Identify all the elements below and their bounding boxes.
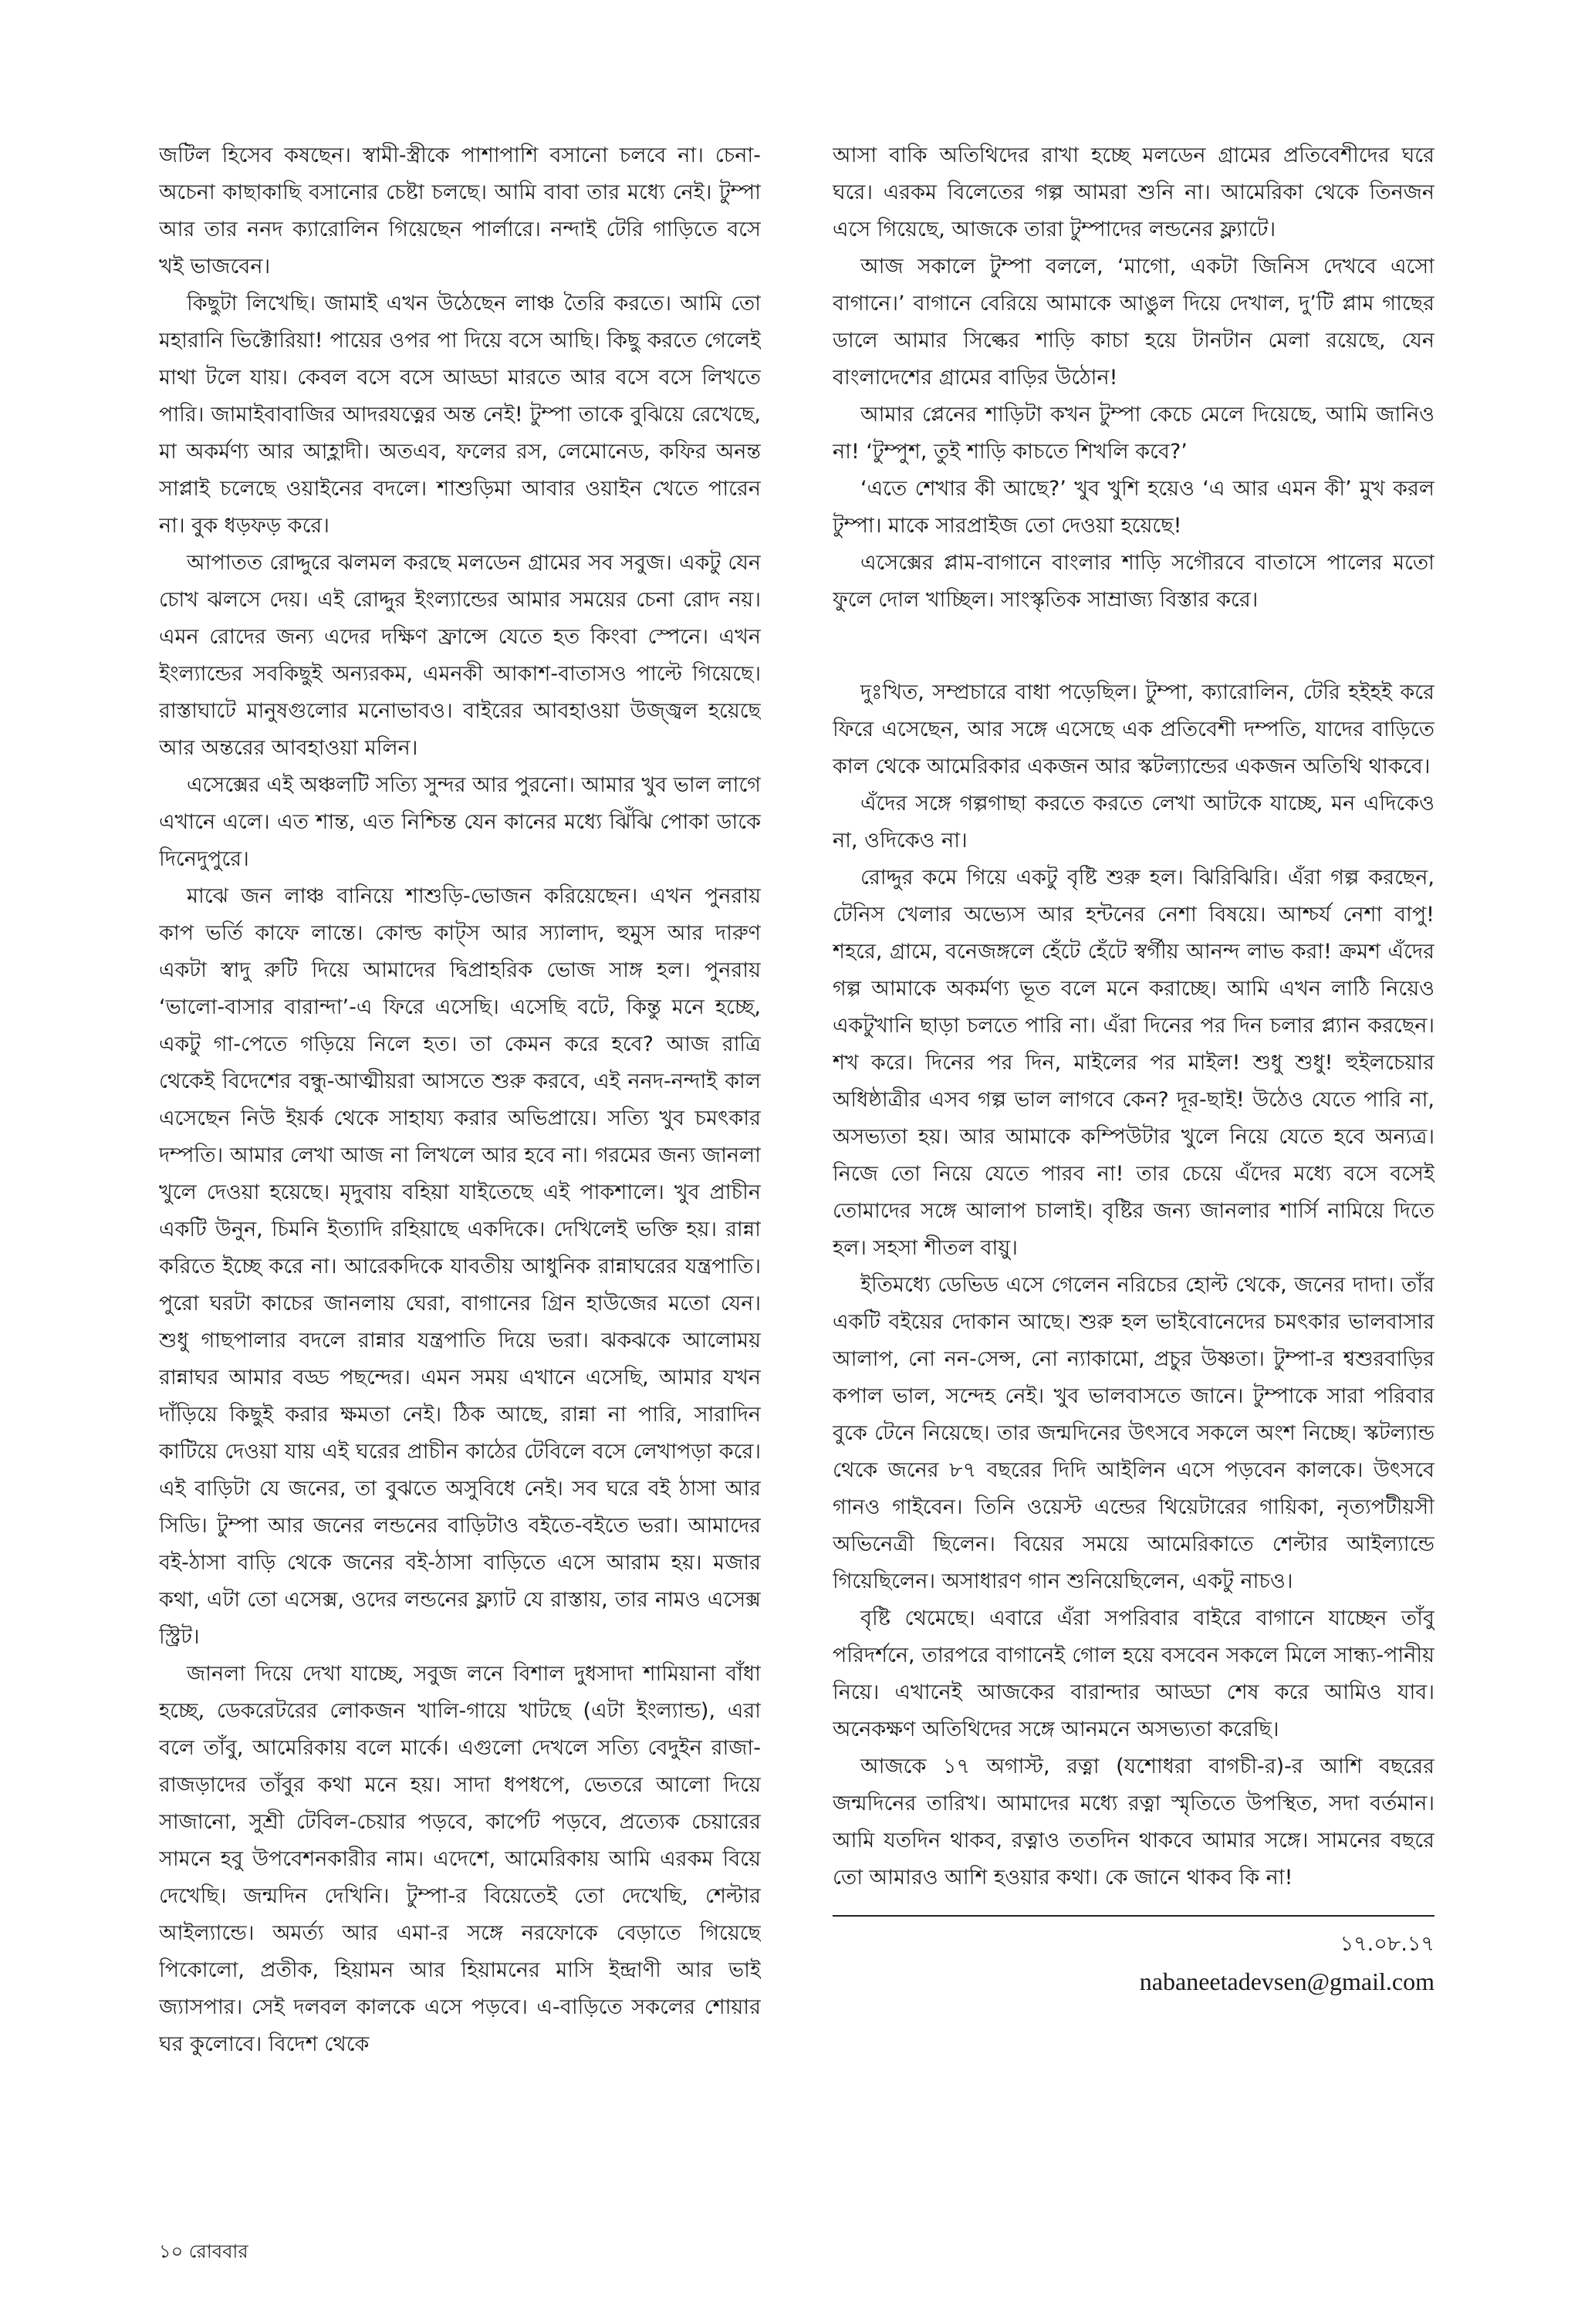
right-paragraph-1: আসা বাকি অতিথিদের রাখা হচ্ছে মলডেন গ্রামের প্রতিবেশীদের ঘরে ঘরে। এরকম বিলেতের গল্প আমরা শুনি না। আমেরিকা থেকে তিনজন এসে গিয়েছে, আজকে তারা টুম্পাদের লন্ডনের ফ্ল্যাটে। bbox=[833, 144, 1434, 242]
page-footer: ১০ রোববার bbox=[159, 2241, 248, 2262]
left-paragraph-4: এসেক্সের এই অঞ্চলটি সত্যি সুন্দর আর পুরনো। আমার খুব ভাল লাগে এখানে এলে। এত শান্ত, এত নিশ্চিন্ত যেন কানের মধ্যে ঝিঁঝি পোকা ডাকে দিনেদুপুরে। bbox=[159, 773, 761, 871]
left-paragraph-6: জানলা দিয়ে দেখা যাচ্ছে, সবুজ লনে বিশাল দুধসাদা শামিয়ানা বাঁধা হচ্ছে, ডেকরেটরের লোকজন খালি-গায়ে খাটছে (এটা ইংল্যান্ড), এরা বলে তাঁবু, আমেরিকায় বলে মার্কে। এগুলো দেখলে সত্যি বেদুইন রাজা-রাজড়াদের তাঁবুর কথা মনে হয়। সাদা ধপধপে, ভেতরে আলো দিয়ে সাজানো, সুশ্রী টেবিল-চেয়ার পড়বে, কার্পেট পড়বে, প্রত্যেক চেয়ারের সামনে হবু উপবেশনকারীর নাম। এদেশে, আমেরিকায় আমি এরকম বিয়ে দেখেছি। জন্মদিন দেখিনি। টুম্পা-র বিয়েতেই তো দেখেছি, শেল্টার আইল্যান্ডে। অমর্ত্য আর এমা-র সঙ্গে নরফোকে বেড়াতে গিয়েছে পিকোলো, প্রতীক, হিয়ামন আর হিয়ামনের মাসি ইন্দ্রাণী আর ভাই জ্যাসপার। সেই দলবল কালকে এসে পড়বে। এ-বাড়িতে সকলের শোয়ার ঘর কুলোবে। বিদেশ থেকে bbox=[159, 1662, 761, 2056]
left-paragraph-5: মাঝে জন লাঞ্চ বানিয়ে শাশুড়ি-ভোজন করিয়েছেন। এখন পুনরায় কাপ ভর্তি কাফে লান্তে। কোল্ড কাট্‌স আর স্যালাদ, হুমুস আর দারুণ একটা স্বাদু রুটি দিয়ে আমাদের দ্বিপ্রাহরিক ভোজ সাঙ্গ হল। পুনরায় ‘ভালো-বাসার বারান্দা’-এ ফিরে এসেছি। এসেছি বটে, কিন্তু মনে হচ্ছে, একটু গা-পেতে গড়িয়ে নিলে হত। তা কেমন করে হবে? আজ রাত্রি থেকেই বিদেশের বন্ধু-আত্মীয়রা আসতে শুরু করবে, এই ননদ-নন্দাই কাল এসেছেন নিউ ইয়র্ক থেকে সাহায্য করার অভিপ্রায়ে। সত্যি খুব চমৎকার দম্পতি। আমার লেখা আজ না লিখলে আর হবে না। গরমের জন্য জানলা খুলে দেওয়া হয়েছে। মৃদুবায় বহিয়া যাইতেছে এই পাকশালে। খুব প্রাচীন একটি উনুন, চিমনি ইত্যাদি রহিয়াছে একদিকে। দেখিলেই ভক্তি হয়। রান্না করিতে ইচ্ছে করে না। আরেকদিকে যাবতীয় আধুনিক রান্নাঘরের যন্ত্রপাতি। পুরো ঘরটা কাচের জানলায় ঘেরা, বাগানের গ্রিন হাউজের মতো যেন। শুধু গাছপালার বদলে রান্নার যন্ত্রপাতি দিয়ে ভরা। ঝকঝকে আলোময় রান্নাঘর আমার বড্ড পছন্দের। এমন সময় এখানে এসেছি, আমার যখন দাঁড়িয়ে কিছুই করার ক্ষমতা নেই। ঠিক আছে, রান্না না পারি, সারাদিন কাটিয়ে দেওয়া যায় এই ঘরের প্রাচীন কাঠের টেবিলে বসে লেখাপড়া করে। এই বাড়িটা যে জনের, তা বুঝতে অসুবিধে নেই। সব ঘরে বই ঠাসা আর সিডি। টুম্পা আর জনের লন্ডনের বাড়িটাও বইতে-বইতে ভরা। আমাদের বই-ঠাসা বাড়ি থেকে জনের বই-ঠাসা বাড়িতে এসে আরাম হয়। মজার কথা, এটা তো এসেক্স, ওদের লন্ডনের ফ্ল্যাট যে রাস্তায়, তার নামও এসেক্স স্ট্রিট। bbox=[159, 884, 761, 1649]
right-column bbox=[833, 137, 1434, 2205]
left-paragraph-2: কিছুটা লিখেছি। জামাই এখন উঠেছেন লাঞ্চ তৈরি করতে। আমি তো মহারানি ভিক্টোরিয়া! পায়ের ওপর পা দিয়ে বসে আছি। কিছু করতে গেলেই মাথা টলে যায়। কেবল বসে বসে আড্ডা মারতে আর বসে বসে লিখতে পারি। জামাইবাবাজির আদরযত্নের অন্ত নেই! টুম্পা তাকে বুঝিয়ে রেখেছে, মা অকর্মণ্য আর আহ্লাদী। অতএব, ফলের রস, লেমোনেড, কফির অনন্ত সাপ্লাই চলেছে ওয়াইনের বদলে। শাশুড়িমা আবার ওয়াইন খেতে পারেন না। বুক ধড়ফড় করে। bbox=[159, 292, 761, 538]
article-date: ১৭.০৮.১৭ bbox=[1340, 1932, 1434, 1956]
right-paragraph-5: এসেক্সের প্লাম-বাগানে বাংলার শাড়ি সগৌরবে বাতাসে পালের মতো ফুলে দোল খাচ্ছিল। সাংস্কৃতিক সাম্রাজ্য বিস্তার করে। bbox=[833, 551, 1434, 612]
right-paragraph-9: ইতিমধ্যে ডেভিড এসে গেলেন নরিচের হোল্ট থেকে, জনের দাদা। তাঁর একটি বইয়ের দোকান আছে। শুরু হল ভাইবোনেদের চমৎকার ভালবাসার আলাপ, নো নন-সেন্স, নো ন্যাকামো, প্রচুর উষ্ণতা। টুম্পা-র শ্বশুরবাড়ির কপাল ভাল, সন্দেহ নেই। খুব ভালবাসতে জানে। টুম্পাকে সারা পরিবার বুকে টেনে নিয়েছে। তার জন্মদিনের উৎসবে সকলে অংশ নিচ্ছে। স্কটল্যান্ড থেকে জনের ৮৭ বছরের দিদি আইলিন এসে পড়বেন কালকে। উৎসবে গানও গাইবেন। তিনি ওয়েস্ট এন্ডের থিয়েটারের গায়িকা, নৃত্যপটীয়সী অভিনেত্রী ছিলেন। বিয়ের সময়ে আমেরিকাতে শেল্টার আইল্যান্ডে গিয়েছিলেন। অসাধারণ গান শুনিয়েছিলেন, একটু নাচও। bbox=[833, 1273, 1434, 1593]
right-paragraph-10: বৃষ্টি থেমেছে। এবারে এঁরা সপরিবার বাইরে বাগানে যাচ্ছেন তাঁবু পরিদর্শনে, তারপরে বাগানেই গোল হয়ে বসবেন সকলে মিলে সান্ধ্য-পানীয় নিয়ে। এখানেই আজকের বারান্দার আড্ডা শেষ করে আমিও যাব। অনেকক্ষণ অতিথিদের সঙ্গে আনমনে অসভ্যতা করেছি। bbox=[833, 1606, 1434, 1741]
left-paragraph-1: জটিল হিসেব কষছেন। স্বামী-স্ত্রীকে পাশাপাশি বসানো চলবে না। চেনা-অচেনা কাছাকাছি বসানোর চেষ্টা চলছে। আমি বাবা তার মধ্যে নেই। টুম্পা আর তার ননদ ক্যারোলিন গিয়েছেন পার্লারে। নন্দাই টেরি গাড়িতে বসে খই ভাজবেন। bbox=[159, 144, 761, 279]
right-paragraph-8: রোদ্দুর কমে গিয়ে একটু বৃষ্টি শুরু হল। ঝিরিঝিরি। এঁরা গল্প করছেন, টেনিস খেলার অভ্যেস আর হন্টনের নেশা বিষয়ে। আশ্চর্য নেশা বাপু! শহরে, গ্রামে, বনেজঙ্গলে হেঁটে হেঁটে স্বর্গীয় আনন্দ লাভ করা! ক্রমশ এঁদের গল্প আমাকে অকর্মণ্য ভূত বলে মনে করাচ্ছে। আমি এখন লাঠি নিয়েও একটুখানি ছাড়া চলতে পারি না। এঁরা দিনের পর দিন চলার প্ল্যান করছেন। শখ করে। দিনের পর দিন, মাইলের পর মাইল! শুধু শুধু! হুইলচেয়ার অধিষ্ঠাত্রীর এসব গল্প ভাল লাগবে কেন? দূর-ছাই! উঠেও যেতে পারি না, অসভ্যতা হয়। আর আমাকে কম্পিউটার খুলে নিয়ে যেতে হবে অন্যত্র। নিজে তো নিয়ে যেতে পারব না! তার চেয়ে এঁদের মধ্যে বসে বসেই তোমাদের সঙ্গে আলাপ চালাই। বৃষ্টির জন্য জানলার শার্সি নামিয়ে দিতে হল। সহসা শীতল বায়ু। bbox=[833, 866, 1434, 1260]
right-paragraph-2: আজ সকালে টুম্পা বললে, ‘মাগো, একটা জিনিস দেখবে এসো বাগানে।’ বাগানে বেরিয়ে আমাকে আঙুল দিয়ে দেখাল, দু’টি প্লাম গাছের ডালে আমার সিল্কের শাড়ি কাচা হয়ে টানটান মেলা রয়েছে, যেন বাংলাদেশের গ্রামের বাড়ির উঠোন! bbox=[833, 255, 1434, 390]
right-paragraph-11: আজকে ১৭ অগাস্ট, রত্না (যশোধরা বাগচী-র)-র আশি বছরের জন্মদিনের তারিখ। আমাদের মধ্যে রত্না স্মৃতিতে উপস্থিত, সদা বর্তমান। আমি যতদিন থাকব, রত্নাও ততদিন থাকবে আমার সঙ্গে। সামনের বছরে তো আমারও আশি হওয়ার কথা। কে জানে থাকব কি না! bbox=[833, 1755, 1434, 1890]
right-paragraph-4: ‘এতে শেখার কী আছে?’ খুব খুশি হয়েও ‘এ আর এমন কী’ মুখ করল টুম্পা। মাকে সারপ্রাইজ তো দেওয়া হয়েছে! bbox=[833, 477, 1434, 538]
left-paragraph-3: আপাতত রোদ্দুরে ঝলমল করছে মলডেন গ্রামের সব সবুজ। একটু যেন চোখ ঝলসে দেয়। এই রোদ্দুর ইংল্যান্ডের আমার সময়ের চেনা রোদ নয়। এমন রোদের জন্য এদের দক্ষিণ ফ্রান্সে যেতে হত কিংবা স্পেনে। এখন ইংল্যান্ডের সবকিছুই অন্যরকম, এমনকী আকাশ-বাতাসও পাল্টে গিয়েছে। রাস্তাঘাটে মানুষগুলোর মনোভাবও। বাইরের আবহাওয়া উজ্জ্বল হয়েছে আর অন্তরের আবহাওয়া মলিন। bbox=[159, 551, 761, 760]
right-paragraph-3: আমার প্লেনের শাড়িটা কখন টুম্পা কেচে মেলে দিয়েছে, আমি জানিও না! ‘টুম্পুশ, তুই শাড়ি কাচতে শিখলি কবে?’ bbox=[833, 403, 1434, 464]
right-paragraph-7: এঁদের সঙ্গে গল্পগাছা করতে করতে লেখা আটকে যাচ্ছে, মন এদিকেও না, ওদিকেও না। bbox=[833, 792, 1434, 853]
right-paragraph-6: দুঃখিত, সম্প্রচারে বাধা পড়েছিল। টুম্পা, ক্যারোলিন, টেরি হইহই করে ফিরে এসেছেন, আর সঙ্গে এসেছে এক প্রতিবেশী দম্পতি, যাদের বাড়িতে কাল থেকে আমেরিকার একজন আর স্কটল্যান্ডের একজন অতিথি থাকবে। bbox=[833, 681, 1434, 779]
section-break bbox=[833, 619, 1434, 674]
signoff-divider bbox=[833, 1915, 1434, 1917]
author-email[interactable]: nabaneetadevsen@gmail.com bbox=[1139, 1968, 1434, 1995]
left-column bbox=[159, 137, 761, 2205]
